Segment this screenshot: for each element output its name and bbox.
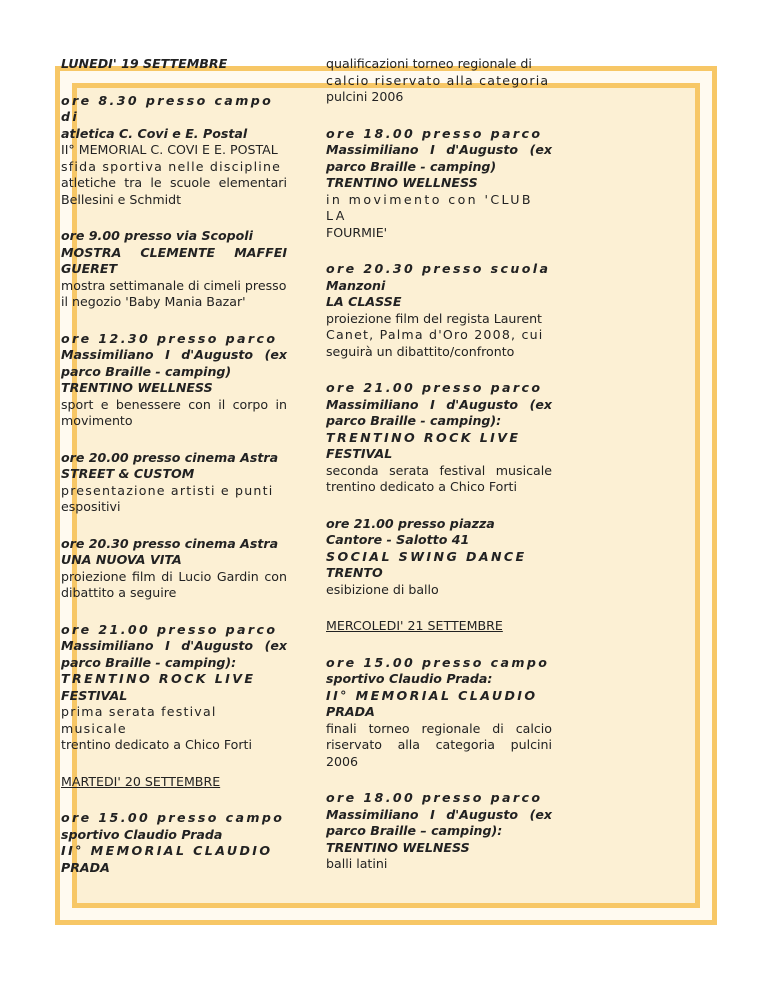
left-column: [61, 56, 287, 896]
event-title-line: TRENTINO WELNESS: [326, 839, 470, 855]
event-title-line: PRADA: [326, 704, 375, 719]
event-title-line: LA CLASSE: [326, 294, 402, 309]
event-description-line: pulcini 2006: [326, 89, 404, 104]
event-description-line: proiezione film del regista Laurent: [326, 310, 542, 326]
event-title-line: PRADA: [61, 859, 110, 875]
event-title-line: ore 15.00 presso campo: [61, 810, 285, 825]
event-description-line: seguirà un dibattito/confronto: [326, 343, 515, 359]
event-block: [61, 331, 287, 430]
event-title-line: ore 20.30 presso scuola: [326, 261, 551, 276]
day-heading: seconda serata festival musicale trentino dedicato a Chico Forti: [326, 462, 552, 494]
day-heading: finali torneo regionale di calcio riservato alla categoria pulcini 2006: [326, 720, 552, 769]
day-heading: II° MEMORIAL C. COVI E E. POSTAL: [61, 142, 278, 157]
event-title-line: sportivo Claudio Prada:: [326, 671, 493, 686]
event-block: [326, 516, 552, 599]
event-description-line: mostra settimanale di cimeli presso il negozio 'Baby Mania Bazar': [61, 277, 287, 309]
event-title-line: ore 21.00 presso piazza Cantore - Salotto 41: [326, 515, 495, 547]
event-title-line: TRENTO: [326, 565, 383, 580]
event-title-line: atletica C. Covi e E. Postal: [61, 125, 248, 141]
event-block: [326, 655, 552, 771]
event-title-line: ore 15.00 presso campo: [326, 654, 550, 670]
day-heading: Massimiliano I d'Augusto (ex parco Braille - camping):: [61, 638, 287, 670]
event-description-line: sfida sportiva nelle discipline: [61, 158, 282, 174]
event-title-line: UNA NUOVA VITA: [61, 552, 182, 567]
day-heading: proiezione film di Lucio Gardin con dibattito a seguire: [61, 568, 287, 600]
event-title-line: ore 18.00 presso parco: [326, 790, 543, 805]
event-title-line: FESTIVAL: [326, 446, 393, 461]
event-block: [61, 93, 287, 209]
event-title-line: ore 21.00 presso parco: [326, 380, 543, 395]
event-title-line: ore 18.00 presso parco: [326, 125, 543, 141]
day-heading: MERCOLEDI' 21 SETTEMBRE: [326, 618, 503, 633]
event-title-line: STREET & CUSTOM: [61, 466, 195, 481]
event-block: [326, 790, 552, 873]
event-block: [61, 536, 287, 602]
event-title-line: sportivo Claudio Prada: [61, 826, 223, 842]
event-title-line: ore 9.00 presso via Scopoli: [61, 228, 253, 243]
event-title-line: ore 12.30 presso parco: [61, 330, 278, 346]
event-title-line: TRENTINO ROCK LIVE: [61, 671, 256, 686]
day-heading: qualificazioni torneo regionale di: [326, 56, 532, 71]
event-title-line: ore 20.30 presso cinema Astra: [61, 535, 279, 551]
event-block: [326, 126, 552, 242]
event-title-line: TRENTINO WELLNESS: [61, 380, 213, 395]
event-description-line: in movimento con 'CLUB LA: [326, 191, 533, 223]
event-description-line: calcio riservato alla categoria: [326, 72, 550, 88]
event-block: [326, 618, 552, 635]
right-column: [326, 56, 552, 893]
event-description-line: esibizione di ballo: [326, 581, 439, 597]
event-title-line: ore 8.30 presso campo di: [61, 92, 274, 124]
event-block: [326, 261, 552, 360]
event-title-line: II° MEMORIAL CLAUDIO: [61, 843, 273, 858]
event-description-line: espositivi: [61, 499, 121, 514]
event-block: [61, 810, 287, 876]
day-heading: atletiche tra le scuole elementari Bellesini e Schmidt: [61, 175, 287, 207]
event-title-line: II° MEMORIAL CLAUDIO: [326, 687, 538, 703]
event-block: [61, 228, 287, 311]
event-description-line: prima serata festival musicale: [61, 704, 217, 736]
event-title-line: Manzoni: [326, 277, 386, 293]
event-block: [326, 380, 552, 496]
event-title-line: TRENTINO ROCK LIVE: [326, 429, 521, 445]
day-heading: Massimiliano I d'Augusto (ex parco Braille - camping):: [326, 396, 552, 428]
event-block: [61, 450, 287, 516]
event-block: [61, 774, 287, 791]
event-title-line: ore 20.00 presso cinema Astra: [61, 449, 279, 465]
event-block: [61, 622, 287, 754]
event-description-line: balli latini: [326, 856, 388, 871]
event-title-line: TRENTINO WELLNESS: [326, 175, 478, 190]
day-heading: MARTEDI' 20 SETTEMBRE: [61, 773, 221, 789]
day-heading: MOSTRA CLEMENTE MAFFEI GUERET: [61, 244, 287, 276]
event-description-line: FOURMIE': [326, 224, 388, 240]
event-title-line: FESTIVAL: [61, 687, 128, 703]
event-block: [326, 56, 552, 106]
day-heading: Massimiliano I d'Augusto (ex parco Braille - camping): [61, 347, 287, 379]
event-description-line: Canet, Palma d'Oro 2008, cui: [326, 327, 544, 342]
event-title-line: SOCIAL SWING DANCE: [326, 548, 527, 564]
event-block: [61, 56, 287, 73]
event-description-line: trentino dedicato a Chico Forti: [61, 737, 252, 752]
day-heading: Massimiliano I d'Augusto (ex parco Braille - camping): [326, 142, 552, 174]
day-heading: sport e benessere con il corpo in movimento: [61, 396, 287, 428]
event-title-line: LUNEDI' 19 SETTEMBRE: [61, 56, 228, 71]
day-heading: Massimiliano I d'Augusto (ex parco Braille – camping):: [326, 806, 552, 838]
event-title-line: ore 21.00 presso parco: [61, 621, 278, 637]
event-description-line: presentazione artisti e punti: [61, 482, 274, 498]
